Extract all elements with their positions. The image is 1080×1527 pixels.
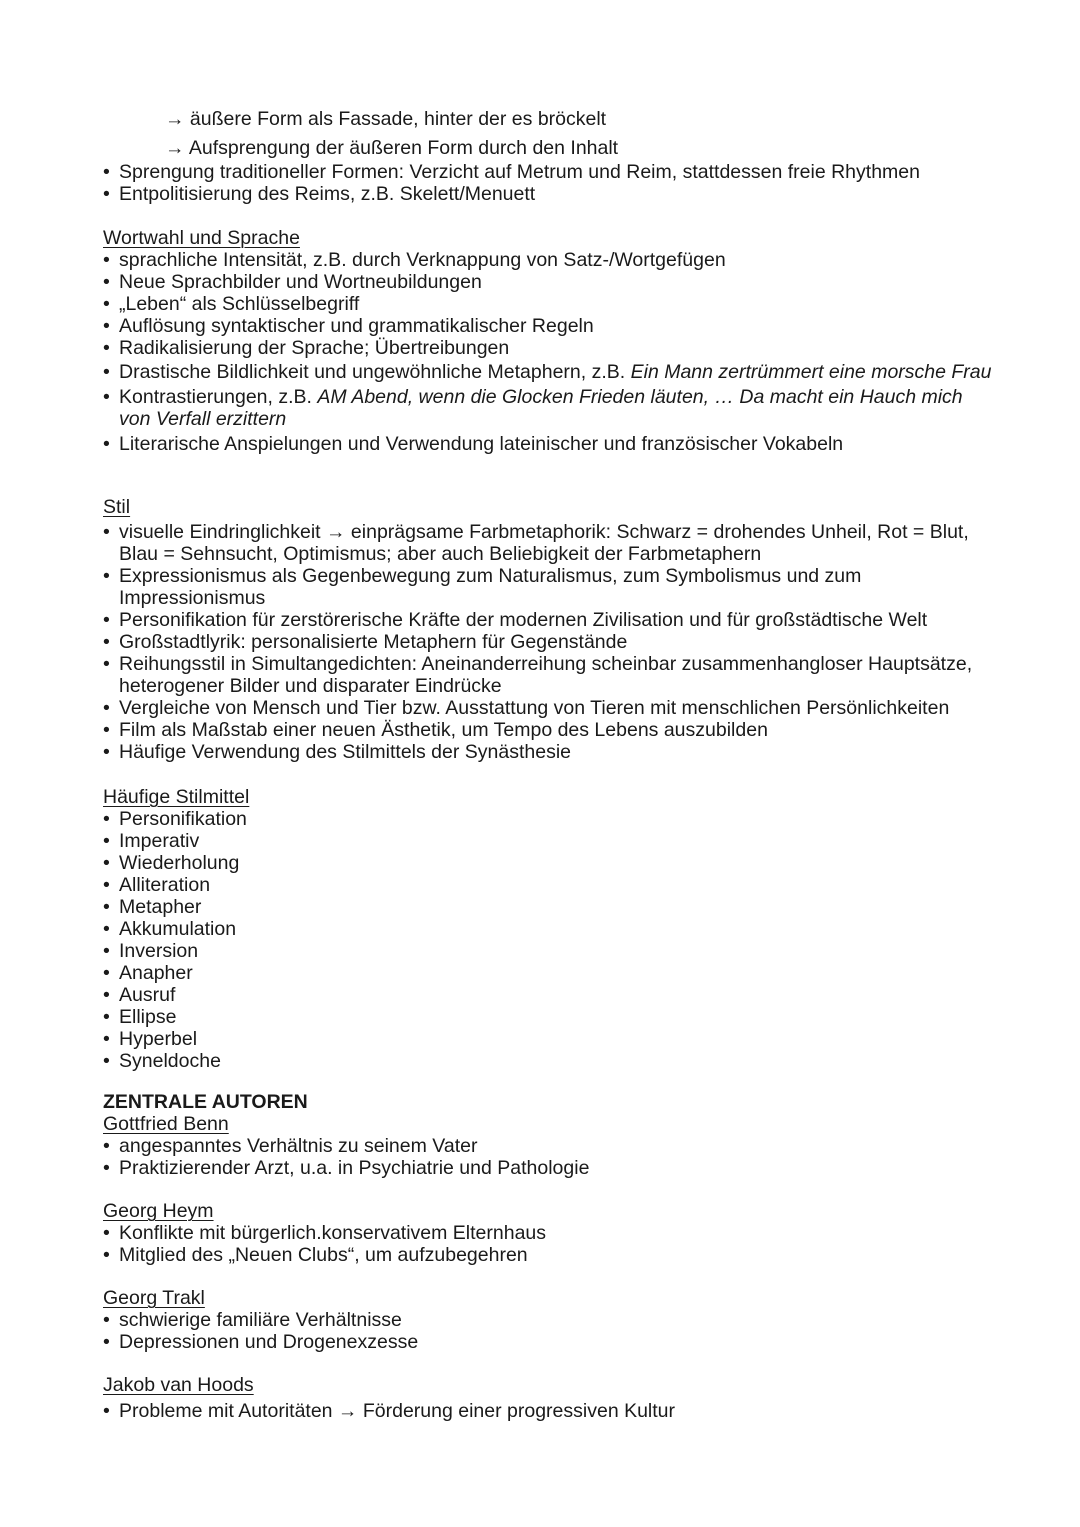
list-item: • Probleme mit Autoritäten → Förderung einer progressiven Kultur [103, 1400, 993, 1422]
section-stilmittel [103, 786, 993, 1072]
author-name-trakl: Georg Trakl [103, 1287, 205, 1309]
list-item: • Akkumulation [103, 918, 993, 940]
list-item: • Konflikte mit bürgerlich.konservativem Elternhaus [103, 1222, 993, 1244]
list-item: • „Leben“ als Schlüsselbegriff [103, 293, 993, 315]
list-item: • schwierige familiäre Verhältnisse [103, 1309, 993, 1331]
list-item: • Praktizierender Arzt, u.a. in Psychiatrie und Pathologie [103, 1157, 993, 1179]
example-quote: AM Abend, wenn die Glocken Frieden läuten, … Da macht ein Hauch mich von Verfall erzittern [119, 386, 963, 430]
list-item: • Anapher [103, 962, 993, 984]
list-item: • sprachliche Intensität, z.B. durch Verknappung von Satz-/Wortgefügen [103, 249, 993, 271]
list-item: • Depressionen und Drogenexzesse [103, 1331, 993, 1353]
list-item: • Personifikation für zerstörerische Kräfte der modernen Zivilisation und für großstädtische Welt [103, 609, 993, 631]
section-autoren [103, 1091, 993, 1179]
list-item: • Großstadtlyrik: personalisierte Metaphern für Gegenstände [103, 631, 993, 653]
bullet-text: Kontrastierungen, z.B. [119, 386, 318, 408]
list-item: • Sprengung traditioneller Formen: Verzicht auf Metrum und Reim, stattdessen freie Rhythmen [103, 161, 993, 183]
list-item: • Literarische Anspielungen und Verwendung lateinischer und französischer Vokabeln [103, 433, 993, 455]
list-item [103, 386, 993, 430]
section-wortwahl [103, 227, 993, 455]
list-item: • Reihungsstil in Simultangedichten: Aneinanderreihung scheinbar zusammenhangloser Hauptsätze, heterogener Bilder und disparater Eindrücke [103, 653, 993, 697]
list-item: • Vergleiche von Mensch und Tier bzw. Ausstattung von Tieren mit menschlichen Persönlichkeiten [103, 697, 993, 719]
list-item: • Entpolitisierung des Reims, z.B. Skelett/Menuett [103, 183, 993, 205]
list-item: • Inversion [103, 940, 993, 962]
arrow-line-aufsprengung: → Aufsprengung der äußeren Form durch den Inhalt [165, 137, 619, 159]
section-heading: Wortwahl und Sprache [103, 227, 300, 249]
list-item: • Mitglied des „Neuen Clubs“, um aufzubegehren [103, 1244, 993, 1266]
intro-bullets [103, 161, 993, 205]
list-item: • Wiederholung [103, 852, 993, 874]
list-item: • Ausruf [103, 984, 993, 1006]
author-name-hoods: Jakob van Hoods [103, 1374, 254, 1396]
list-item: • Auflösung syntaktischer und grammatikalischer Regeln [103, 315, 993, 337]
list-item: • Radikalisierung der Sprache; Übertreibungen [103, 337, 993, 359]
author-name-benn: Gottfried Benn [103, 1113, 229, 1135]
list-item: • Film als Maßstab einer neuen Ästhetik, um Tempo des Lebens auszubilden [103, 719, 993, 741]
list-item: • Alliteration [103, 874, 993, 896]
list-item: • Syneldoche [103, 1050, 993, 1072]
list-item [103, 361, 993, 383]
list-item: • Imperativ [103, 830, 993, 852]
section-trakl [103, 1287, 993, 1353]
section-heym [103, 1200, 993, 1266]
list-item: • Personifikation [103, 808, 993, 830]
bullet-text: Drastische Bildlichkeit und ungewöhnliche Metaphern, z.B. [119, 361, 631, 383]
list-item: • Häufige Verwendung des Stilmittels der Synästhesie [103, 741, 993, 763]
section-heading: ZENTRALE AUTOREN [103, 1091, 308, 1113]
arrow-line-facade: → äußere Form als Fassade, hinter der es bröckelt [165, 108, 607, 130]
section-heading: Häufige Stilmittel [103, 786, 250, 808]
example-quote: Ein Mann zertrümmert eine morsche Frau [630, 361, 992, 383]
section-heading: Stil [103, 496, 131, 518]
list-item: • angespanntes Verhältnis zu seinem Vater [103, 1135, 993, 1157]
list-item: • Ellipse [103, 1006, 993, 1028]
list-item: • Hyperbel [103, 1028, 993, 1050]
list-item: • Expressionismus als Gegenbewegung zum Naturalismus, zum Symbolismus und zum Impressionismus [103, 565, 993, 609]
list-item: • Neue Sprachbilder und Wortneubildungen [103, 271, 993, 293]
list-item: • visuelle Eindringlichkeit → einprägsame Farbmetaphorik: Schwarz = drohendes Unheil, Rot = Blut, Blau = Sehnsucht, Optimismus; aber auch Beliebigkeit der Farbmetaphern [103, 521, 993, 565]
section-hoods [103, 1374, 993, 1422]
section-stil [103, 496, 993, 763]
author-name-heym: Georg Heym [103, 1200, 214, 1222]
list-item: • Metapher [103, 896, 993, 918]
